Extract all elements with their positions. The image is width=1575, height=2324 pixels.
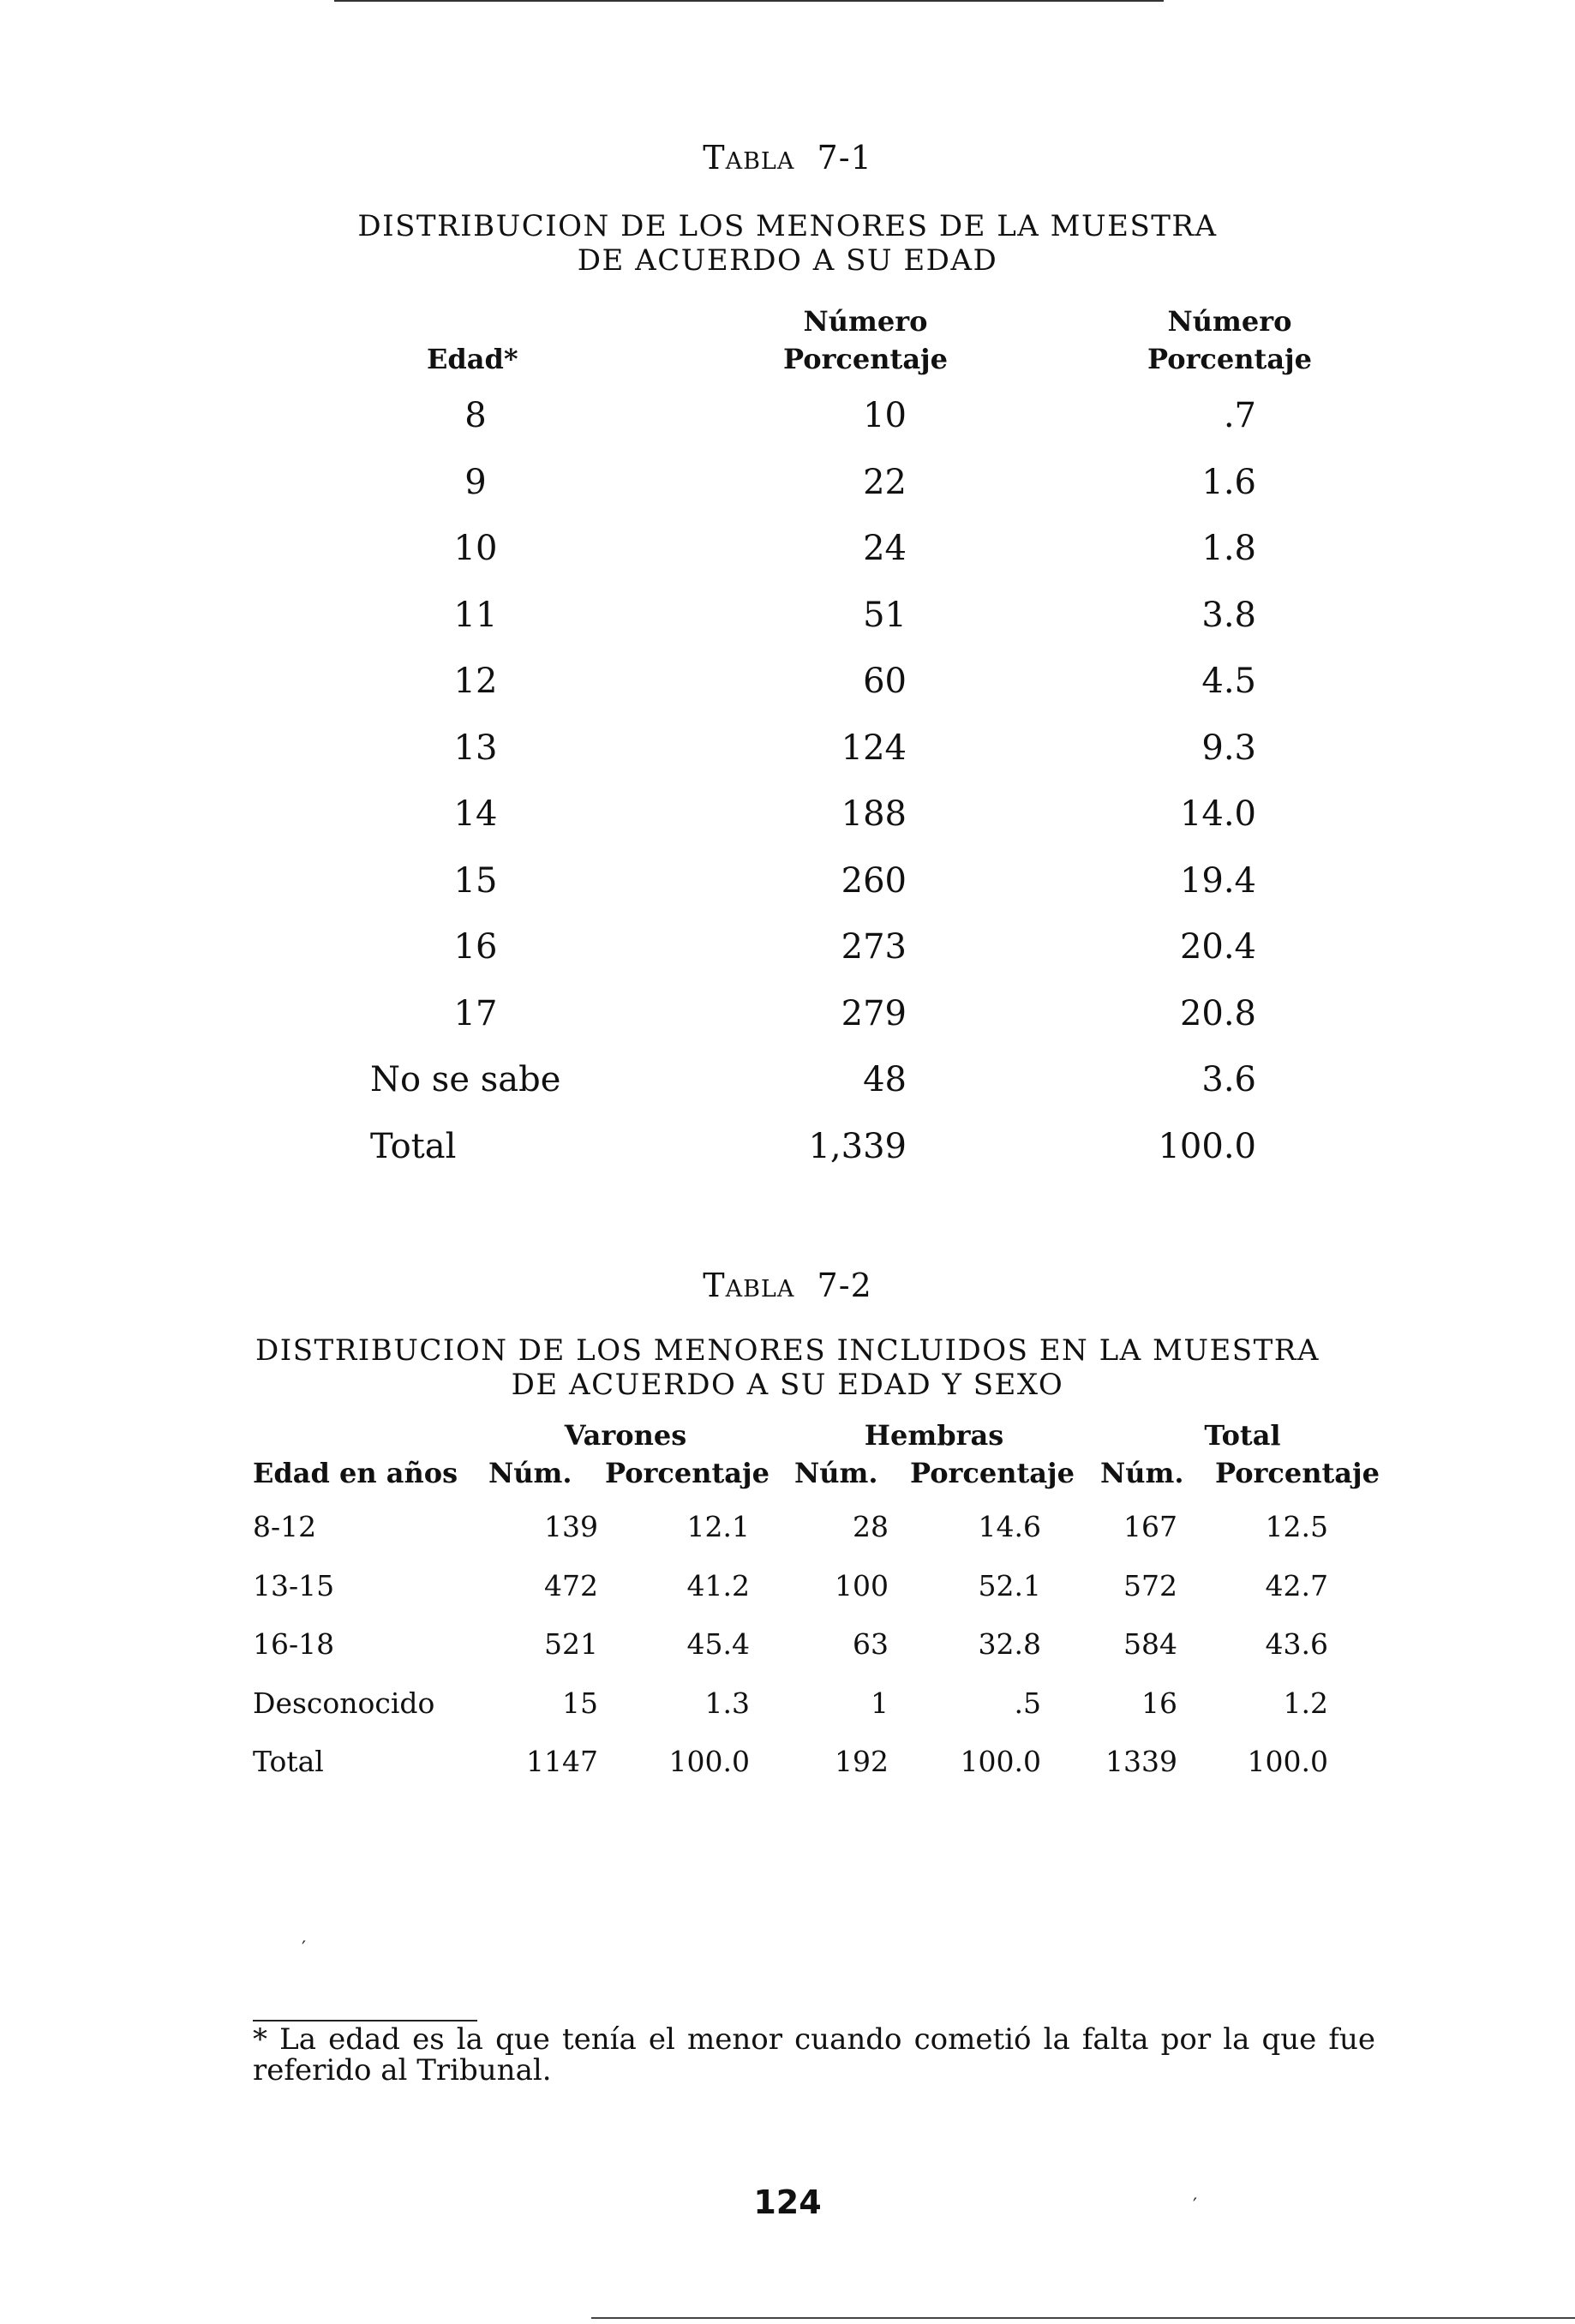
table1-cell-edad: 14	[453, 794, 498, 834]
table2-cell-edad: Desconocido	[253, 1686, 435, 1720]
table1-title-line1: DISTRIBUCION DE LOS MENORES DE LA MUESTRA	[357, 209, 1218, 243]
table2-header-total-num: Núm.	[1100, 1457, 1184, 1489]
table1-cell-porcentaje: 100.0	[1158, 1127, 1256, 1166]
table2-title-line1: DISTRIBUCION DE LOS MENORES INCLUIDOS EN LA MUESTRA	[255, 1333, 1320, 1368]
scan-mark: ′	[302, 1938, 306, 1960]
table1-cell-edad: 15	[453, 861, 498, 901]
top-rule	[334, 0, 1164, 2]
table2-caption-number: 7-2	[817, 1267, 872, 1304]
table1-cell-numero: 188	[841, 794, 907, 834]
table2-cell-hembras-num: 1	[871, 1686, 889, 1720]
table2-header-hembras-num: Núm.	[794, 1457, 878, 1489]
table2-cell-varones-num: 139	[544, 1510, 598, 1543]
table1-caption-word: Tabla	[703, 139, 795, 177]
table1-caption	[0, 139, 1575, 177]
table2-cell-hembras-porcentaje: 14.6	[978, 1510, 1041, 1543]
table2-caption	[0, 1267, 1575, 1304]
table2-cell-edad: 16-18	[253, 1627, 335, 1661]
table2-cell-total-num: 167	[1123, 1510, 1177, 1543]
table1-cell-porcentaje: 19.4	[1179, 861, 1256, 901]
table2-cell-total-num: 572	[1123, 1569, 1177, 1602]
table1-cell-numero: 279	[841, 994, 907, 1033]
table1-title-line2: DE ACUERDO A SU EDAD	[577, 243, 998, 278]
table1-cell-numero: 273	[841, 927, 907, 967]
table2-cell-total-num: 584	[1123, 1627, 1177, 1661]
table1-caption-number: 7-1	[817, 139, 872, 177]
table2-cell-hembras-porcentaje: 52.1	[978, 1569, 1041, 1602]
table2-cell-total-porcentaje: 12.5	[1265, 1510, 1328, 1543]
footnote: * La edad es la que tenía el menor cuando cometió la falta por la que fue referido al Tribunal.	[253, 2022, 1375, 2087]
table1-cell-porcentaje: 4.5	[1201, 662, 1256, 701]
table1-cell-porcentaje: 20.8	[1179, 994, 1256, 1033]
table1-cell-porcentaje: 1.6	[1201, 463, 1256, 502]
table1-header-numero-2: Número	[1167, 305, 1292, 338]
table1-cell-edad: 10	[453, 529, 498, 568]
table2-cell-hembras-porcentaje: 32.8	[978, 1627, 1041, 1661]
table1-cell-edad: 12	[453, 662, 498, 701]
table1-cell-edad: 17	[453, 994, 498, 1033]
table2-cell-varones-porcentaje: 45.4	[686, 1627, 750, 1661]
table2-cell-varones-num: 1147	[526, 1745, 598, 1778]
table2-cell-edad: Total	[253, 1745, 324, 1778]
table1-cell-edad: 16	[453, 927, 498, 967]
table1-cell-edad: 9	[464, 463, 487, 502]
table2-cell-total-num: 16	[1141, 1686, 1177, 1720]
table2-cell-total-porcentaje: 42.7	[1265, 1569, 1328, 1602]
table2-header-total-porcentaje: Porcentaje	[1215, 1457, 1380, 1489]
table2-group-total: Total	[1204, 1419, 1281, 1452]
table1-cell-edad: Total	[370, 1127, 457, 1166]
table1-cell-numero: 1,339	[808, 1127, 907, 1166]
table2-cell-varones-porcentaje: 41.2	[686, 1569, 750, 1602]
table1-header-porcentaje-2: Porcentaje	[1147, 343, 1312, 375]
table2-cell-total-num: 1339	[1105, 1745, 1177, 1778]
table1-cell-numero: 24	[863, 529, 907, 568]
page-number: 124	[753, 2183, 822, 2221]
table1-cell-numero: 60	[863, 662, 907, 701]
table2-header-edad: Edad en años	[253, 1457, 458, 1489]
table2-cell-total-porcentaje: 100.0	[1247, 1745, 1328, 1778]
table2-cell-total-porcentaje: 43.6	[1265, 1627, 1328, 1661]
footnote-rule	[253, 2020, 477, 2022]
table2-cell-hembras-porcentaje: .5	[1014, 1686, 1041, 1720]
table1-header-porcentaje-1: Porcentaje	[783, 343, 948, 375]
table1-cell-numero: 22	[863, 463, 907, 502]
table2-cell-hembras-num: 192	[835, 1745, 889, 1778]
table2-group-varones: Varones	[564, 1419, 687, 1452]
table1-cell-edad: No se sabe	[370, 1060, 561, 1099]
table2-cell-edad: 8-12	[253, 1510, 317, 1543]
table2-cell-varones-porcentaje: 1.3	[704, 1686, 750, 1720]
table2-cell-edad: 13-15	[253, 1569, 335, 1602]
table1-cell-porcentaje: 9.3	[1201, 728, 1256, 768]
table2-group-hembras: Hembras	[864, 1419, 1004, 1452]
table1-cell-porcentaje: .7	[1223, 396, 1256, 435]
table1-cell-porcentaje: 3.6	[1201, 1060, 1256, 1099]
table1-cell-numero: 260	[841, 861, 907, 901]
table2-cell-varones-num: 521	[544, 1627, 598, 1661]
table1-cell-porcentaje: 1.8	[1201, 529, 1256, 568]
table1-header-edad: Edad*	[427, 343, 518, 375]
table2-header-varones-num: Núm.	[488, 1457, 572, 1489]
table1-cell-numero: 10	[863, 396, 907, 435]
table1-cell-porcentaje: 20.4	[1179, 927, 1256, 967]
table2-cell-hembras-porcentaje: 100.0	[960, 1745, 1041, 1778]
table2-cell-total-porcentaje: 1.2	[1283, 1686, 1328, 1720]
table2-caption-word: Tabla	[703, 1267, 795, 1304]
table1-cell-edad: 13	[453, 728, 498, 768]
table1-cell-numero: 51	[863, 596, 907, 635]
table2-title-line2: DE ACUERDO A SU EDAD Y SEXO	[511, 1368, 1064, 1402]
bottom-rule	[591, 2317, 1575, 2319]
table1-cell-numero: 124	[841, 728, 907, 768]
table1-cell-porcentaje: 3.8	[1201, 596, 1256, 635]
scan-mark: ′	[1193, 2195, 1197, 2217]
table2-header-varones-porcentaje: Porcentaje	[605, 1457, 770, 1489]
table1-header-numero-1: Número	[803, 305, 928, 338]
table1-cell-porcentaje: 14.0	[1179, 794, 1256, 834]
table2-cell-hembras-num: 63	[853, 1627, 889, 1661]
table2-cell-hembras-num: 28	[853, 1510, 889, 1543]
table1-cell-edad: 8	[464, 396, 487, 435]
table1-cell-numero: 48	[863, 1060, 907, 1099]
table2-cell-varones-num: 472	[544, 1569, 598, 1602]
table2-cell-varones-num: 15	[562, 1686, 598, 1720]
table2-cell-varones-porcentaje: 12.1	[686, 1510, 750, 1543]
table2-cell-varones-porcentaje: 100.0	[668, 1745, 750, 1778]
table1-cell-edad: 11	[453, 596, 498, 635]
table2-cell-hembras-num: 100	[835, 1569, 889, 1602]
table2-header-hembras-porcentaje: Porcentaje	[910, 1457, 1075, 1489]
